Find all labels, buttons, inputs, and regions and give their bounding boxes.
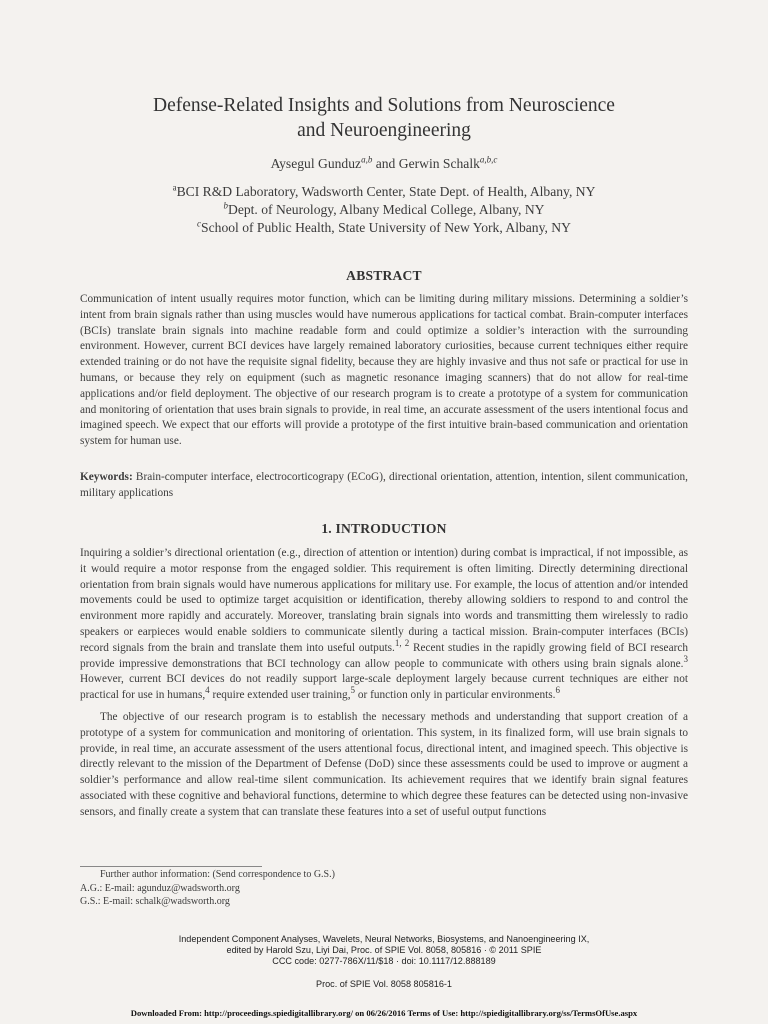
affiliation-mark: a — [172, 182, 177, 193]
intro-text: or function only in particular environments. — [355, 689, 556, 702]
abstract-heading: ABSTRACT — [346, 268, 422, 283]
abstract-body — [80, 292, 688, 450]
affiliation-text: BCI R&D Laboratory, Wadsworth Center, State Dept. of Health, Albany, NY — [176, 184, 596, 199]
keywords-label: Keywords: — [80, 471, 133, 483]
affiliation-text: Dept. of Neurology, Albany Medical College, Albany, NY — [228, 202, 545, 217]
citation-ref: 5 — [350, 685, 356, 696]
section-heading-introduction: 1. INTRODUCTION — [321, 521, 447, 536]
affiliation-text: School of Public Health, State University of New York, Albany, NY — [201, 220, 571, 235]
affiliation-mark: b — [223, 200, 228, 211]
footnotes — [80, 868, 688, 909]
author-superscript: a,b,c — [479, 154, 498, 165]
author-name: Aysegul Gunduz — [270, 156, 362, 171]
author-name: Gerwin Schalk — [398, 156, 480, 171]
intro-text: However, current BCI devices do not readily support large-scale deployment largely because current techniques are either not practical for use in humans, — [80, 673, 688, 702]
citation-ref: 3 — [683, 653, 688, 664]
intro-paragraph-2: The objective of our research program is to establish the necessary methods and understanding that support creation of a prototype of a system for communication and monitoring of orientation. This system, in its finalized form, will use brain signals to provide, in real time, an accurate assessment of the users attentional focus, directional intent, and imagined speech. This objective is directly relevant to the mission of the Department of Defense (DoD) since these assessments could be used to improve or augment a soldier’s performance and allow real-time silent communication. Its achievement requires that we identify brain signal features associated with these cognitive and behavioral functions, determine to which degree these features can be detected using non-invasive sensors, and finally create a system that can translate these features into a set of useful output functions — [80, 710, 688, 818]
download-notice: Downloaded From: http://proceedings.spiedigitallibrary.org/ on 06/26/2016 Terms of Use: http://spiedigitallibrary.org/ss/TermsOfUse.aspx — [130, 1008, 638, 1018]
publication-info — [40, 934, 728, 966]
keywords — [80, 470, 688, 502]
footnote-divider — [80, 866, 262, 867]
citation-ref: 6 — [555, 685, 560, 696]
abstract-text: Communication of intent usually requires motor function, which can be limiting during military missions. Determining a soldier’s intent from brain signals rather than using muscles would have numerous applications for tactical combat. Brain-computer interfaces (BCIs) translate brain signals into machine readable form and could optimize a soldier’s interaction with the surrounding environment. However, current BCI devices have largely remained laboratory curiosities, because current techniques either require extended training or do not have the requisite signal fidelity, because they are highly invasive and thus not safe or practical for use in humans, or because they rely on equipment (such as magnetic resonance imaging scanners) that do not allow for real-time applications and/or field deployment. The objective of our research program is to create a prototype of a system for communication and monitoring of orientation that uses brain signals to provide, in real time, an accurate assessment of the users intentional focus and imagined speech. We expect that our efforts will provide a prototype of the first intuitive brain-based communication and orientation system for human use. — [80, 293, 688, 448]
author-superscript: a,b — [361, 154, 373, 165]
citation-ref: 1, 2 — [394, 638, 410, 649]
footnote-email-gs: G.S.: E-mail: schalk@wadsworth.org — [80, 896, 230, 907]
author-list — [40, 156, 728, 172]
publication-line: CCC code: 0277-786X/11/$18 · doi: 10.1117/12.888189 — [272, 955, 496, 966]
affiliation-mark: c — [197, 218, 202, 229]
intro-text: Recent studies in the rapidly growing field of BCI research provide impressive demonstrations that BCI technology can allow people to communicate with others using brain signals alone. — [80, 641, 689, 670]
affiliation — [40, 219, 728, 237]
intro-paragraph-1 — [80, 546, 688, 704]
introduction-body — [80, 546, 688, 821]
intro-text: Inquiring a soldier’s directional orientation (e.g., direction of attention or intention) during combat is impractical, if not impossible, as it would require a motor response from the engaged soldier. This requirement is often limiting. Directly determining directional orientation from brain signals would have numerous applications for military use. For example, the locus of attention and/or intended movements could be used to optimize target acquisition or identification, thereby allowing soldiers to respond to and control the environment more rapidly and accurately. Moreover, translating brain signals into words and transmitting them wirelessly to radio speakers or earpieces would enable soldiers to communicate silently during a tactical mission. Brain-computer interfaces (BCIs) record signals from the brain and translate them into useful outputs. — [80, 547, 688, 654]
affiliation — [40, 183, 728, 201]
publication-line: edited by Harold Szu, Liyi Dai, Proc. of SPIE Vol. 8058, 805816 · © 2011 SPIE — [226, 944, 542, 955]
publication-line: Independent Component Analyses, Wavelets, Neural Networks, Biosystems, and Nanoengineering IX, — [178, 934, 590, 944]
author-conjunction: and — [372, 156, 399, 171]
title-line-1: Defense-Related Insights and Solutions from Neuroscience — [153, 95, 615, 116]
paper-title — [40, 93, 728, 143]
keywords-text: Brain-computer interface, electrocorticograpy (ECoG), directional orientation, attention, intention, silent communication, military applications — [80, 471, 688, 499]
affiliations — [40, 183, 728, 237]
title-line-2: and Neuroengineering — [297, 120, 471, 141]
page-reference: Proc. of SPIE Vol. 8058 805816-1 — [316, 979, 452, 989]
footnote-line: Further author information: (Send correspondence to G.S.) — [100, 869, 335, 880]
affiliation — [40, 201, 728, 219]
intro-text: require extended user training, — [209, 689, 351, 702]
footnote-email-ag: A.G.: E-mail: agunduz@wadsworth.org — [80, 882, 240, 894]
citation-ref: 4 — [205, 685, 210, 696]
